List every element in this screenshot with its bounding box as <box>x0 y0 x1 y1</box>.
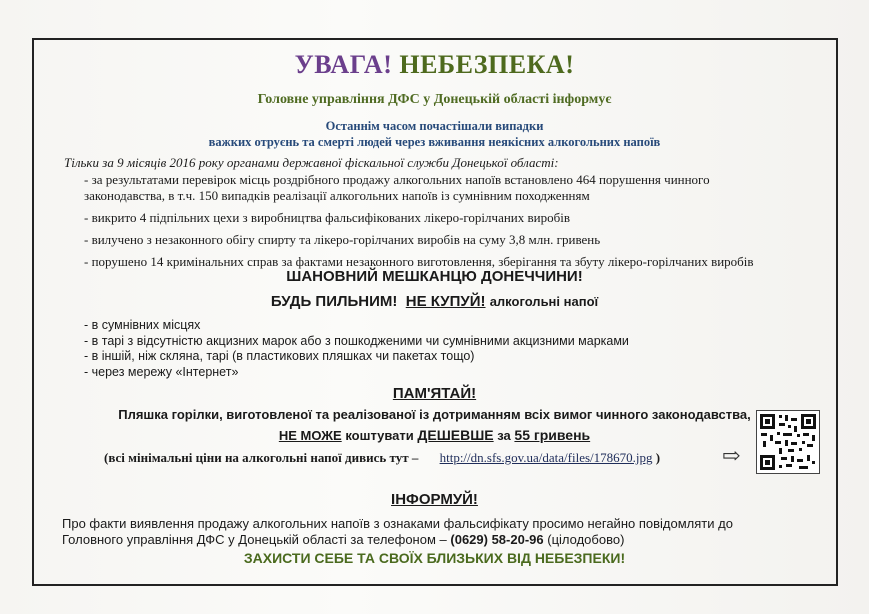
appeal-heading: ШАНОВНИЙ МЕШКАНЦЮ ДОНЕЧЧИНИ! <box>286 268 583 285</box>
bottle-for: за <box>497 428 511 443</box>
lead-line-2: важких отруєнь та смерті людей через вживання неякісних алкогольних напоїв <box>208 135 661 149</box>
findings-list <box>84 172 784 276</box>
inform-heading: ІНФОРМУЙ! <box>391 491 478 508</box>
bottle-price: 55 гривень <box>514 427 591 443</box>
report-body: Про факти виявлення продажу алкогольних напоїв з ознаками фальсифікату просимо негайно повідомляти до Головного управління ДФС у Донецькій області за телефоном – <box>62 516 733 547</box>
finding-item: - викрито 4 підпільних цехи з виробництва фальсифікованих лікеро-горілчаних виробів <box>84 210 570 225</box>
finding-item: - порушено 14 кримінальних справ за фактами незаконного виготовлення, зберігання та збуту лікеро-горілчаних виробів <box>84 254 754 269</box>
warning-dont-buy: НЕ КУПУЙ! <box>405 293 486 310</box>
place-item: - в тарі з відсутністю акцизних марок або з пошкодженими чи сумнівними акцизними марками <box>84 333 629 348</box>
bottle-line-2 <box>0 427 869 443</box>
finding-item: - за результатами перевірок місць роздрібного продажу алкогольних напоїв встановлено 464 порушення чинного законодавства, в т.ч. 150 випадків реалізації алкогольних напоїв із сумнівним походженням <box>84 172 710 203</box>
place-item: - через мережу «Інтернет» <box>84 364 239 379</box>
report-phone: (0629) 58-20-96 <box>450 532 544 547</box>
bottle-line-1: Пляшка горілки, виготовленої та реалізованої із дотриманням всіх вимог чинного законодавства, <box>118 407 751 422</box>
place-item: - в сумнівних місцях <box>84 318 201 332</box>
qr-code-graphic <box>757 411 819 473</box>
protect-slogan: ЗАХИСТИ СЕБЕ ТА СВОЇХ БЛИЗЬКИХ ВІД НЕБЕЗПЕКИ! <box>243 550 626 566</box>
min-prices-text: (всі мінімальні ціни на алкогольні напої дивись тут – <box>104 450 419 465</box>
min-prices-link[interactable]: http://dn.sfs.gov.ua/data/files/178670.jpg <box>439 450 653 465</box>
bottle-cheaper: ДЕШЕВШЕ <box>417 427 494 443</box>
lead-line-1: Останнім часом почастішали випадки <box>325 119 544 133</box>
qr-code-icon <box>756 410 820 474</box>
bottle-cannot: НЕ МОЖЕ <box>278 428 342 443</box>
page-title <box>0 50 869 80</box>
arrow-right-icon: ⇨ <box>722 443 741 468</box>
warning-heading <box>0 293 869 310</box>
title-danger: НЕБЕЗПЕКА! <box>399 50 575 79</box>
report-hours: (цілодобово) <box>547 532 625 547</box>
warning-be-vigilant: БУДЬ ПИЛЬНИМ! <box>270 293 398 310</box>
report-text <box>62 516 782 548</box>
title-warning: УВАГА! <box>294 50 393 79</box>
subtitle: Головне управління ДФС у Донецькій області інформує <box>257 92 612 107</box>
warning-alcohol: алкогольні напої <box>489 294 599 309</box>
min-prices-note <box>104 450 660 466</box>
intro-text: Тільки за 9 місяців 2016 року органами державної фіскальної служби Донецької області: <box>64 155 559 170</box>
lead-text <box>0 118 869 150</box>
places-list <box>84 318 629 380</box>
place-item: - в іншій, ніж скляна, тарі (в пластикових пляшках чи пакетах тощо) <box>84 349 475 363</box>
bottle-cost: коштувати <box>345 428 414 443</box>
remember-heading: ПАМ'ЯТАЙ! <box>392 385 477 402</box>
finding-item: - вилучено з незаконного обігу спирту та лікеро-горілчаних виробів на суму 3,8 млн. гривень <box>84 232 601 247</box>
min-prices-close: ) <box>655 450 661 465</box>
